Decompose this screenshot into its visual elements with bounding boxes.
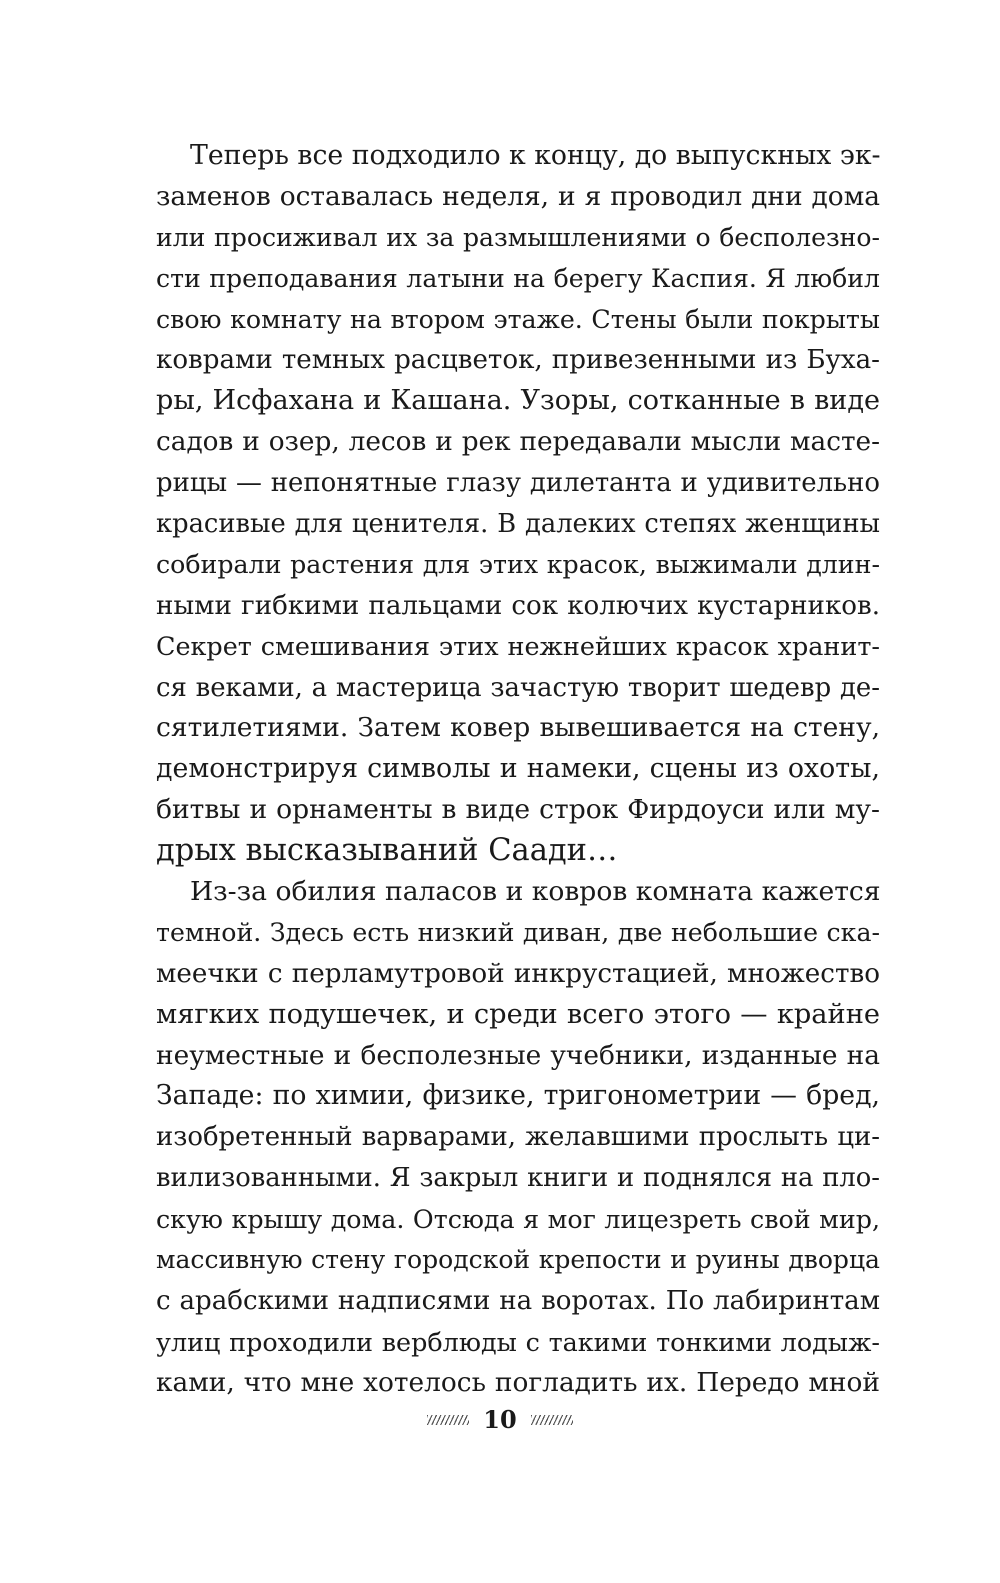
text-line: скую крышу дома. Отсюда я мог лицезреть свой мир, bbox=[156, 1204, 880, 1235]
text-line: с арабскими надписями на воротах. По лабиринтам bbox=[156, 1285, 880, 1316]
text-line: заменов оставалась неделя, и я проводил дни дома bbox=[156, 180, 880, 212]
body-text bbox=[156, 136, 880, 1404]
text-line: улиц проходили верблюды с такими тонкими лодыж- bbox=[156, 1326, 880, 1357]
text-line: собирали растения для этих красок, выжимали длин- bbox=[156, 549, 880, 579]
text-line: дрых высказываний Саади… bbox=[156, 833, 618, 869]
text-line: Из-за обилия паласов и ковров комната кажется bbox=[190, 876, 881, 908]
text-line: садов и озер, лесов и рек передавали мысли масте- bbox=[156, 427, 880, 458]
text-line: массивную стену городской крепости и руины дворца bbox=[156, 1245, 880, 1275]
text-line: Западе: по химии, физике, тригонометрии — бред, bbox=[156, 1080, 880, 1112]
text-line: Теперь все подходило к концу, до выпускных эк- bbox=[190, 140, 881, 171]
text-line: Секрет смешивания этих нежнейших красок хранит- bbox=[156, 631, 880, 662]
text-line: рицы — непонятные глазу дилетанта и удивительно bbox=[156, 468, 880, 499]
paragraph-1 bbox=[156, 136, 880, 872]
decorative-hatch-right bbox=[531, 1415, 573, 1425]
text-line: или просиживал их за размышлениями о бесполезно- bbox=[156, 222, 880, 252]
text-line: сятилетиями. Затем ковер вывешивается на стену, bbox=[156, 712, 880, 744]
text-line: свою комнату на втором этаже. Стены были покрыты bbox=[156, 304, 880, 334]
text-line: демонстрируя символы и намеки, сцены из охоты, bbox=[156, 753, 880, 785]
text-line: битвы и орнаменты в виде строк Фирдоуси или му- bbox=[156, 794, 880, 826]
text-line: сти преподавания латыни на берегу Каспия. Я любил bbox=[156, 263, 880, 293]
text-line: неуместные и бесполезные учебники, изданные на bbox=[156, 1039, 880, 1071]
paragraph-2 bbox=[156, 872, 880, 1404]
text-line: ры, Исфахана и Кашана. Узоры, сотканные в виде bbox=[156, 385, 880, 417]
decorative-hatch-left bbox=[427, 1415, 469, 1425]
text-line: ками, что мне хотелось погладить их. Передо мной bbox=[156, 1366, 880, 1398]
text-line: красивые для ценителя. В далеких степях женщины bbox=[156, 509, 880, 540]
text-line: изобретенный варварами, желавшими прослыть ци- bbox=[156, 1122, 880, 1153]
text-line: темной. Здесь есть низкий диван, две небольшие ска- bbox=[156, 917, 880, 947]
page-footer bbox=[0, 1400, 1000, 1440]
text-line: меечки с перламутровой инкрустацией, множество bbox=[156, 958, 880, 989]
text-line: вилизованными. Я закрыл книги и поднялся на пло- bbox=[156, 1163, 880, 1194]
text-line: ся веками, а мастерица зачастую творит шедевр де- bbox=[156, 672, 880, 703]
text-line: мягких подушечек, и среди всего этого — крайне bbox=[156, 998, 880, 1030]
text-line: коврами темных расцветок, привезенными из Буха- bbox=[156, 345, 880, 376]
page-number: 10 bbox=[483, 1405, 517, 1434]
text-line: ными гибкими пальцами сок колючих кустарников. bbox=[156, 590, 880, 621]
